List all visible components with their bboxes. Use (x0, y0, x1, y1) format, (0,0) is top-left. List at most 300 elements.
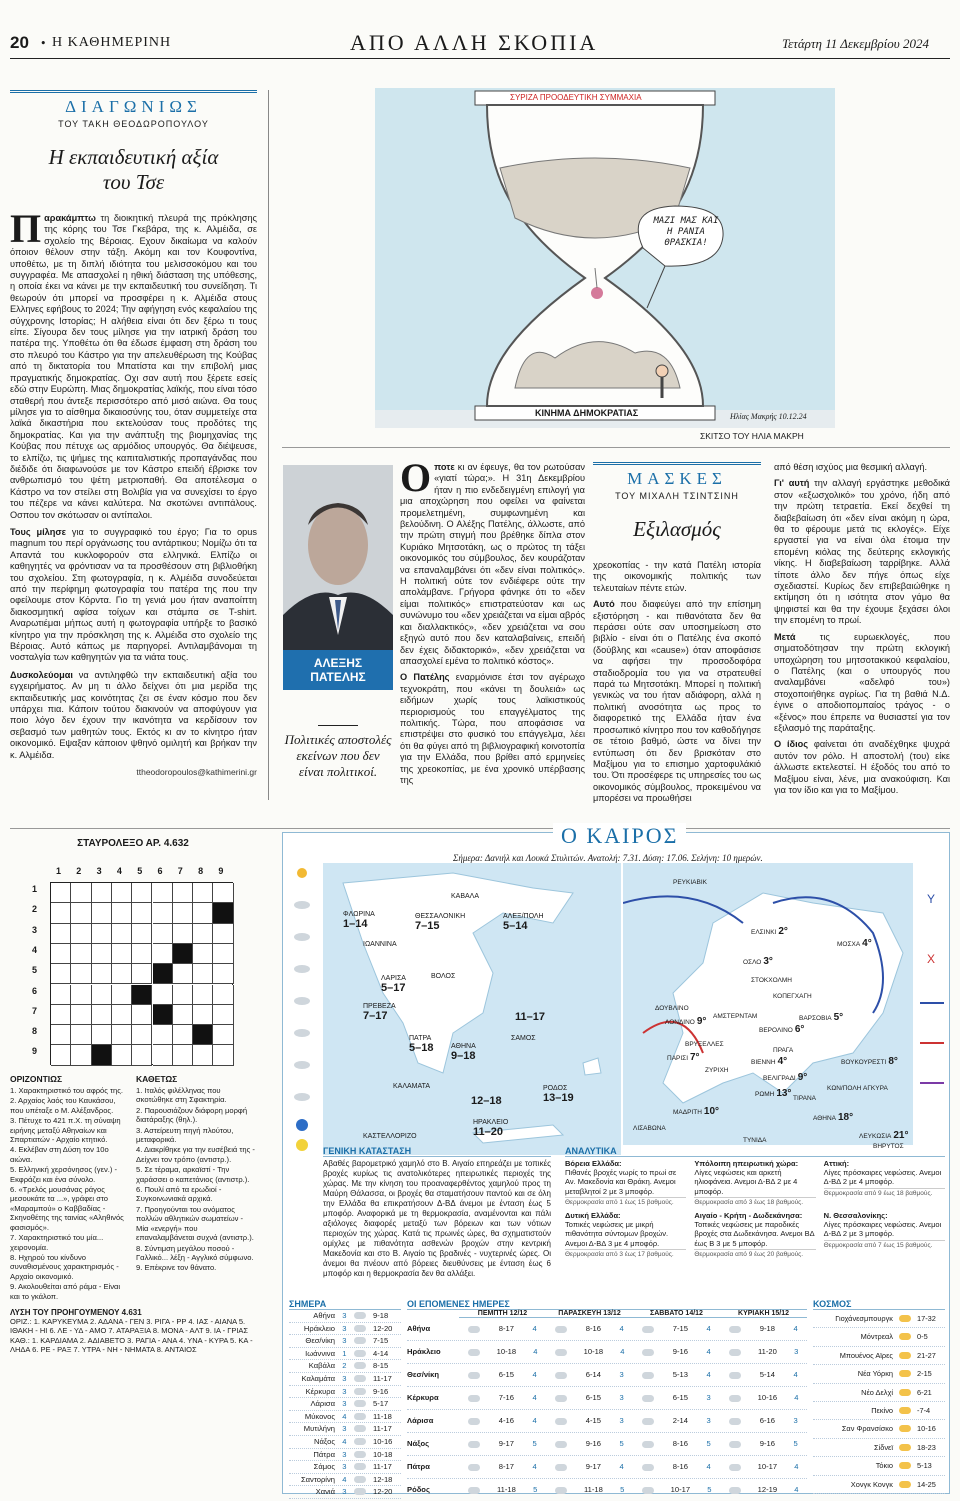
crossword-cell[interactable] (153, 883, 173, 903)
clue: 5. Σε τέραμα, αρκαϊστί - Την χαράσσει ο καπετάνιος (αντιστρ.). (136, 1165, 250, 1184)
crossword-cell[interactable] (51, 944, 71, 964)
temperature-range: 7-15 (372, 1336, 389, 1346)
day-forecast (459, 1479, 546, 1501)
wind-value: 3 (706, 1393, 711, 1402)
city-forecast (415, 913, 465, 932)
lead-in: Αυτό (593, 599, 615, 610)
wind-value: 3 (342, 1399, 347, 1409)
crossword-cell[interactable] (213, 1045, 233, 1065)
city-name: ΤΙΡΑΝΑ (793, 1095, 816, 1102)
crossword-cell[interactable] (51, 964, 71, 984)
temperature-range: 0-5 (917, 1332, 928, 1342)
temperature-range: 4-14 (372, 1348, 389, 1358)
temperature: 7° (690, 1052, 700, 1063)
temperature-range: 12-20 (372, 1487, 393, 1497)
crossword-cell[interactable] (112, 964, 132, 984)
weather-icon (555, 1349, 567, 1356)
day-forecast (720, 1387, 807, 1409)
crossword-cell[interactable] (213, 985, 233, 1005)
city-name: ΑΘΗΝΑ (451, 1043, 476, 1050)
crossword-cell[interactable] (193, 883, 213, 903)
region-temp: Θερμοκρασία από 1 έως 15 βαθμούς. (565, 1197, 686, 1207)
solution-text: ΟΡΙΖ.: 1. ΚΑΡΥΚΕΥΜΑ 2. ΑΔΑΝΑ - ΓΕΝ 3. ΡΙΓΑ - ΡΡ 4. ΙΑΣ - ΑΙΑΝΑ 5. ΙΘΑΚΗ - ΗΙ 6. ΛΕ - ΥΔ - ΑΜΟ 7. ΑΤΑΡΑΞΙΑ 8. ΜΟΝΑ - ΑΛΤ 9. ΙΑ - ΓΡΙΑΣ ΚΑΘ.: 1. ΚΑΡΔΙΑΜΑ 2. ΑΔΙΑΒΕΤΟ 3. ΡΑΓΙΑ - ΑΝΑ 4. ΥΝΑ - ΚΥΡΑ 5. ΚΑ - ΛΗΔΑ 6. ΡΕ - ΡΑΞ 7. ΥΤΡΑ - ΝΗ - ΝΗΜΑΤΑ 8. ΑΝΤΑΙΟΣ (10, 1316, 253, 1355)
city-name: ΑΓΚΥΡΑ (863, 1085, 888, 1092)
city-forecast (773, 985, 814, 1003)
region-temp: Θερμοκρασία από 3 έως 18 βαθμούς. (694, 1197, 815, 1207)
city-name: ΚΑΛΑΜΑΤΑ (393, 1083, 431, 1090)
wind-value: 5 (793, 1439, 798, 1448)
crossword-cell[interactable] (173, 1005, 193, 1025)
temperature-range: 11-18 (372, 1411, 392, 1421)
temperature-range: 10-16 (757, 1393, 778, 1402)
temperature-range: 5–18 (409, 1042, 434, 1054)
crossword-cell[interactable] (153, 944, 173, 964)
temperature-range: 9-16 (585, 1439, 601, 1448)
front-legend (917, 863, 947, 1113)
grid-col-number: 9 (218, 866, 224, 876)
weather-icon (899, 1352, 911, 1359)
crossword-cell[interactable] (71, 944, 91, 964)
grid-col-number: 1 (56, 866, 62, 876)
portrait-image (283, 465, 393, 650)
crossword-cell[interactable] (193, 985, 213, 1005)
city-name: ΠΡΕΒΕΖΑ (363, 1003, 396, 1010)
day-forecast (459, 1456, 546, 1478)
city-name: ΛΙΣΑΒΩΝΑ (633, 1125, 666, 1132)
city-name: Θεσ/νίκη (305, 1336, 335, 1346)
weather-icon (642, 1487, 654, 1494)
city-forecast (799, 1007, 843, 1025)
world-row (813, 1476, 945, 1494)
weather-icon (642, 1349, 654, 1356)
temperature: 9° (696, 1016, 707, 1027)
city-forecast (667, 1047, 700, 1065)
city-name: Πεκίνο (871, 1406, 893, 1416)
crossword-cell[interactable] (193, 964, 213, 984)
city-forecast (673, 871, 709, 889)
crossword-cell[interactable] (92, 924, 112, 944)
temperature-range: 11-17 (372, 1373, 392, 1383)
next-row (407, 1341, 807, 1364)
crossword-cell[interactable] (71, 883, 91, 903)
wind-value: 4 (706, 1370, 711, 1379)
crossword-cell[interactable] (173, 985, 193, 1005)
weather-icon (468, 1326, 480, 1333)
weather-icon (729, 1464, 741, 1471)
column-divider (268, 90, 269, 800)
city-name: ΛΑΡΙΣΑ (381, 975, 406, 982)
weather-icon (555, 1418, 567, 1425)
temperature-range: 9-18 (372, 1311, 389, 1320)
temperature-range: 11–20 (473, 1126, 503, 1138)
city-name: ΣΑΜΟΣ (511, 1035, 536, 1042)
crossword-cell[interactable] (132, 1045, 152, 1065)
weather-title: Ο ΚΑΙΡΟΣ (553, 823, 686, 849)
region-text: Λίγες νεφώσεις και αρκετή ηλιοφάνεια. Ανεμοι Δ-ΒΔ 2 με 4 μποφόρ. (694, 1168, 798, 1196)
temperature-range: 14-25 (917, 1479, 936, 1489)
weather-icon (642, 1372, 654, 1379)
region-text: Λίγες πρόσκαιρες νεφώσεις. Ανεμοι Δ-ΒΔ 2 με 3 μποφόρ. (823, 1220, 942, 1239)
wind-value: 3 (342, 1449, 347, 1459)
world-row (813, 1402, 945, 1420)
crossword-cell[interactable] (173, 903, 193, 923)
crossword-cell[interactable] (92, 1025, 112, 1045)
across-title: ΟΡΙΖΟΝΤΙΩΣ (10, 1074, 63, 1084)
day-forecast (546, 1387, 633, 1409)
city-name: ΒΙΕΝΝΗ (751, 1059, 776, 1066)
grid-col-number: 4 (116, 866, 122, 876)
lead-in: Γι' αυτή (774, 478, 810, 489)
crossword-cell[interactable] (132, 1025, 152, 1045)
day-forecast (720, 1410, 807, 1432)
city-forecast (837, 933, 872, 951)
wind-value: 3 (619, 1393, 624, 1402)
temperature: 4° (777, 1056, 788, 1067)
today-row (289, 1449, 401, 1462)
region-forecast (565, 1159, 686, 1207)
crossword-cell[interactable] (193, 1005, 213, 1025)
crossword-cell[interactable] (51, 924, 71, 944)
crossword-cell[interactable] (51, 1045, 71, 1065)
region-forecast (694, 1211, 815, 1259)
temperature-range: 6-14 (585, 1370, 601, 1379)
crossword-cell[interactable] (71, 964, 91, 984)
grid-row-number: 9 (32, 1046, 38, 1057)
crossword-cell[interactable] (71, 1045, 91, 1065)
world-row (813, 1310, 945, 1328)
wind-value: 4 (532, 1370, 537, 1379)
today-row (289, 1348, 401, 1361)
today-row (289, 1360, 401, 1373)
crossword-cell[interactable] (92, 903, 112, 923)
day-header: ΚΥΡΙΑΚΗ 15/12 (720, 1310, 807, 1318)
weather-icon (354, 1337, 366, 1344)
crossword-cell[interactable] (92, 944, 112, 964)
temperature-range: 5-14 (759, 1370, 775, 1379)
temperature: 21° (893, 1130, 909, 1141)
weather-icon (899, 1333, 911, 1340)
day-forecast (633, 1387, 720, 1409)
crossword-title: ΣΤΑΥΡΟΛΕΞΟ ΑΡ. 4.632 (77, 838, 189, 849)
city-name: Χονγκ Κονγκ (850, 1479, 893, 1489)
crossword-cell[interactable] (213, 944, 233, 964)
article-title: Εξιλασμός (633, 517, 721, 541)
person-name: ΑΛΕΞΗΣ (313, 656, 363, 670)
clue: 6. Πουλί από τα ερωδιοί - Συγκοινωνιακά αρχικά. (136, 1185, 222, 1204)
today-table (289, 1299, 401, 1499)
paragraph: χρεοκοπίας - την κατά Πατέλη ιστορία της οικονομικής πολιτικής των τελευταίων πέντε ετών. (593, 560, 761, 593)
wind-value: 3 (793, 1416, 798, 1425)
crossword-cell[interactable] (132, 903, 152, 923)
weather-icon (354, 1463, 366, 1470)
crossword-cell[interactable] (51, 903, 71, 923)
crossword-cell[interactable] (153, 1025, 173, 1045)
temperature-range: 17-32 (917, 1314, 936, 1323)
paragraph: από θέση ισχύος μια θεσμική αλλαγή. (774, 462, 928, 472)
weather-section (282, 823, 950, 1497)
city-forecast (393, 1083, 430, 1090)
weather-icon (729, 1487, 741, 1494)
temperature-range: -7-4 (917, 1406, 931, 1416)
temperature: 13° (776, 1088, 792, 1099)
crossword-cell[interactable] (112, 1005, 132, 1025)
wind-value: 4 (706, 1324, 711, 1333)
temperature-range: 7-16 (498, 1393, 514, 1402)
clue: 4. Διακρίθηκε για την ευσέβειά της - Δείχνει τον τρόπο (αντιστρ.). (136, 1145, 255, 1164)
wind-value: 4 (794, 1485, 799, 1494)
wind-value: 4 (342, 1411, 347, 1421)
city-name: Θεσ/νίκη (407, 1370, 440, 1379)
crossword-cell[interactable] (132, 1005, 152, 1025)
city-forecast (471, 1095, 502, 1107)
down-title: ΚΑΘΕΤΩΣ (136, 1074, 178, 1084)
weather-icon (354, 1312, 366, 1319)
wind-value: 5 (707, 1485, 712, 1494)
crossword-block (92, 1045, 112, 1065)
temperature-range: 9-16 (672, 1347, 688, 1356)
wind-value: 4 (794, 1462, 799, 1471)
weather-icon (729, 1349, 741, 1356)
city-name: ΒΑΡΣΟΒΙΑ (799, 1015, 832, 1022)
temperature-range: 1–14 (343, 918, 368, 930)
region-name: Αιγαίο - Κρήτη - Δωδεκάνησα: (694, 1211, 803, 1221)
crossword-cell[interactable] (132, 883, 152, 903)
city-name: ΜΟΣΧΑ (837, 941, 861, 948)
city-name: ΡΟΔΟΣ (543, 1085, 568, 1092)
city-name: ΠΑΡΙΣΙ (667, 1055, 688, 1062)
crossword-cell[interactable] (213, 1025, 233, 1045)
day-forecast (720, 1456, 807, 1478)
crossword-cell[interactable] (173, 883, 193, 903)
temperature: 8° (888, 1056, 898, 1067)
dropcap: Π (10, 206, 42, 251)
crossword-cell[interactable] (173, 1025, 193, 1045)
city-name: Ηράκλειο (303, 1323, 335, 1333)
city-forecast (633, 1117, 668, 1135)
crossword-cell[interactable] (173, 924, 193, 944)
wind-value: 4 (794, 1393, 799, 1402)
pull-quote-text: Πολιτικές αποστολές εκείνων που δεν είναι πολιτικοί. (284, 732, 392, 779)
city-forecast (363, 941, 397, 948)
temperature-range: 11-17 (372, 1462, 392, 1472)
weather-icon (354, 1425, 366, 1432)
wind-value: 5 (620, 1485, 625, 1494)
region-text: Τοπικές νεφώσεις με παροδικές βροχές στα Δωδεκάνησα. Ανεμοι ΒΔ έως Β 3 με 5 μποφόρ. (694, 1220, 815, 1248)
day-forecast (546, 1341, 633, 1363)
temperature-range: 9-17 (498, 1439, 514, 1448)
wind-value: 3 (342, 1311, 347, 1320)
temperature-range: 8-16 (585, 1324, 601, 1333)
wind-value: 4 (793, 1324, 798, 1333)
city-name: Νέο Δελχί (861, 1387, 893, 1397)
wind-value: 4 (342, 1436, 347, 1446)
city-name: Νάξος (407, 1439, 430, 1448)
weather-icon (354, 1375, 366, 1382)
crossword-cell[interactable] (112, 883, 132, 903)
day-forecast (720, 1364, 807, 1386)
wind-value: 4 (706, 1462, 711, 1471)
crossword-cell[interactable] (153, 1045, 173, 1065)
crossword-cell[interactable] (92, 883, 112, 903)
city-forecast (673, 1101, 719, 1119)
city-name: Σαντορίνη (300, 1474, 335, 1484)
temperature-range: 4-16 (498, 1416, 514, 1425)
crossword-cell[interactable] (92, 1005, 112, 1025)
section-divider (282, 447, 950, 448)
crossword-cell[interactable] (193, 1045, 213, 1065)
wind-value: 4 (619, 1324, 624, 1333)
crossword-cell[interactable] (71, 903, 91, 923)
city-name: ΙΩΑΝΝΙΝΑ (363, 941, 397, 948)
grid-col-number: 8 (198, 866, 204, 876)
wind-value: 3 (706, 1416, 711, 1425)
crossword-cell[interactable] (173, 964, 193, 984)
city-name: ΕΛΣΙΝΚΙ (751, 929, 777, 936)
clue: 1. Χαρακτηριστικό του αφρός της. (10, 1086, 124, 1095)
wind-value: 4 (532, 1393, 537, 1402)
crossword-grid[interactable] (50, 882, 233, 1065)
wind-value: 4 (532, 1462, 537, 1471)
city-name: Ιωάννινα (305, 1348, 335, 1358)
weather-icon (468, 1464, 480, 1471)
crossword-cell[interactable] (92, 964, 112, 984)
region-name: Ν. Θεσσαλονίκης: (823, 1211, 888, 1221)
crossword-cell[interactable] (153, 924, 173, 944)
wind-value: 4 (619, 1462, 624, 1471)
crossword-cell[interactable] (71, 1005, 91, 1025)
wind-value: 3 (794, 1347, 799, 1356)
author-email[interactable]: ttheodoropoulos@kathimerini.gr (136, 767, 257, 778)
temperature-range: 7–15 (415, 920, 440, 932)
city-forecast (751, 921, 788, 939)
crossword-cell[interactable] (112, 924, 132, 944)
crossword-cell[interactable] (51, 985, 71, 1005)
wind-value: 3 (342, 1462, 347, 1472)
crossword-cell[interactable] (153, 985, 173, 1005)
portrait-photo (283, 465, 393, 690)
next-row (407, 1387, 807, 1410)
crossword-cell[interactable] (51, 1005, 71, 1025)
weather-icon (729, 1418, 741, 1425)
day-forecast (459, 1364, 546, 1386)
crossword-cell[interactable] (193, 924, 213, 944)
wind-value: 4 (532, 1324, 537, 1333)
day-forecast (720, 1479, 807, 1501)
region-temp: Θερμοκρασία από 9 έως 18 βαθμούς. (824, 1188, 945, 1198)
city-forecast (827, 1077, 863, 1095)
crossword-cell[interactable] (112, 1045, 132, 1065)
temperature-range: 10-18 (372, 1449, 393, 1459)
temperature-range: 11-18 (496, 1485, 516, 1494)
crossword-cell[interactable] (51, 883, 71, 903)
temperature-range: 21-27 (917, 1350, 936, 1360)
temperature-range: 11-20 (757, 1347, 777, 1356)
crossword-cell[interactable] (213, 964, 233, 984)
temperature-range: 8-16 (672, 1462, 688, 1471)
temperature-range: 9-17 (585, 1462, 601, 1471)
city-name: Καλαμάτα (301, 1373, 335, 1383)
crossword-cell[interactable] (132, 964, 152, 984)
crossword-cell[interactable] (71, 1025, 91, 1045)
city-name: Μόντρεαλ (860, 1332, 893, 1342)
city-name: ΑΛΕΞ/ΠΟΛΗ (503, 913, 544, 920)
world-row (813, 1328, 945, 1346)
weather-icon (899, 1462, 911, 1469)
next-title: ΟΙ ΕΠΟΜΕΝΕΣ ΗΜΕΡΕΣ (407, 1299, 807, 1310)
city-name: ΘΕΣΣΑΛΟΝΙΚΗ (415, 913, 466, 920)
crossword-cell[interactable] (112, 1025, 132, 1045)
crossword-cell[interactable] (213, 924, 233, 944)
day-forecast (633, 1341, 720, 1363)
crossword-cell[interactable] (213, 1005, 233, 1025)
temperature-range: 7–17 (363, 1010, 388, 1022)
crossword-cell[interactable] (193, 944, 213, 964)
city-name: Σίδνεϊ (874, 1442, 893, 1452)
temperature-range: 10-16 (917, 1424, 936, 1434)
crossword-cell[interactable] (112, 985, 132, 1005)
clue: 2. Αρχαίος λαός του Καυκάσου, που υπέταξε ο Μ. Αλέξανδρος. (10, 1096, 116, 1115)
paragraph: τις ευρωεκλογές, που σηματοδότησαν την πρώτη εκλογική υποχώρηση του μητσοτακικού κεφαλαίου, ο Πατέλης (και ο υπουργός που αναλαμβάνει «αδελφό του») στοχοποιήθηκε αγρίως. Για τη βαθιά Ν.Δ. έγινε ο αποδιοπομπαίος τράγος - ο «ξένος» που έπρεπε να θυσιαστεί για τον εξιλασμό της παράταξης. (774, 631, 950, 733)
crossword-cell[interactable] (213, 883, 233, 903)
temperature: 18° (837, 1112, 854, 1123)
crossword-cell[interactable] (153, 903, 173, 923)
clue: 5. Ελληνική χερσόνησος (γεν.) - Εκφράζει και ένα σύνολο. (10, 1165, 118, 1184)
paragraph: να αντιληφθώ την εκπαιδευτική αξία του εγχειρήματος. Αν μη τι άλλο δείχνει ότι μια μερίδα της εκπαιδευτικής μας κοινότητας ζει σε έναν κόσμο που δεν υπάρχει πια. Κάποιν τούτου διακινούν να αποφύγουν για ποιο λόγο δεν έχουν την ικανότητα να κερδίσουν τον σεβασμό των μαθητών τους. Εκτός κι αν το κίνητρο ήταν οικονομικό. Εψαξαν κάποιον ψθηνό ομιλητή και βρήκαν την κ. Αλμέιδα. (10, 669, 257, 760)
next-row (407, 1456, 807, 1479)
city-name: ΚΑΒΑΛΑ (451, 893, 480, 900)
crossword-cell[interactable] (71, 985, 91, 1005)
crossword-cell[interactable] (193, 903, 213, 923)
city-name: ΒΟΛΟΣ (431, 973, 456, 980)
weather-icon (899, 1444, 911, 1451)
crossword-cell[interactable] (92, 985, 112, 1005)
crossword-cell[interactable] (132, 944, 152, 964)
weather-icon (354, 1388, 366, 1395)
crossword-cell[interactable] (51, 1025, 71, 1045)
wind-value: 3 (342, 1386, 347, 1396)
wind-value: 5 (532, 1439, 537, 1448)
city-name: ΒΡΥΞΕΛΛΕΣ (685, 1041, 724, 1048)
grid-col-number: 5 (137, 866, 143, 876)
weather-icon (354, 1451, 366, 1458)
temperature-range: 10-16 (372, 1436, 393, 1446)
temperature-range: 9-16 (759, 1439, 775, 1448)
temperature-range: 6-21 (917, 1387, 932, 1397)
column-kicker: ΔΙΑΓΩΝΙΩΣ (65, 97, 202, 116)
crossword-block (132, 985, 152, 1005)
crossword-cell[interactable] (71, 924, 91, 944)
paragraph: που διαφεύγει από την επίσημη εξιστόρηση - και πιθανότατα δεν θα περάσει ούτε σαν υποσημείωση στο βιβλίο - είναι ότι ο Πατέλης ένα σκοπό (δούβλης και «cause») όταν αποφάσισε να αφήσει την προσοδοφόρα σταδιοδρομία του για να στρατευθεί παρά τω Μητσοτάκη. Μπορεί η πολιτική γενικώς να του ήταν αδιάφορη, αλλά η πολιτική ανοσότητα ως προς το διαφορετικό της Ελλάδα ήταν ένα προσωπικό κίνητρο που τον καθοδήγησε σε τέτοιο βαθμό, ώστε να δίνει την εντύπωση ότι δεν βρισκόταν στο Μαξίμου για το επισημο χαρτοφυλάκιό του. Ότι προσέφερε τις υπηρεσίες του ως οικονομικός σύμβουλος, προκειμένου να μπορέσει να προωθήσει (593, 599, 761, 804)
weather-icon (354, 1362, 366, 1369)
crossword-cell[interactable] (112, 903, 132, 923)
region-forecast (694, 1159, 815, 1207)
world-title: ΚΟΣΜΟΣ (813, 1299, 945, 1310)
crossword-cell[interactable] (173, 1045, 193, 1065)
city-forecast (841, 1051, 898, 1069)
cartoon (375, 88, 835, 428)
temperature-range: 5–17 (381, 982, 406, 994)
city-name: ΠΑΤΡΑ (409, 1035, 432, 1042)
pull-quote (283, 725, 393, 780)
solution-title: ΛΥΣΗ ΤΟΥ ΠΡΟΗΓΟΥΜΕΝΟΥ 4.631 (10, 1307, 142, 1317)
temperature-range: 5–14 (503, 920, 528, 932)
lead-in: Ο Πατέλης (400, 672, 450, 683)
city-forecast (515, 1011, 545, 1023)
weather-icon (555, 1464, 567, 1471)
crossword-cell[interactable] (112, 944, 132, 964)
crossword-cell[interactable] (132, 924, 152, 944)
city-forecast (511, 1035, 536, 1042)
